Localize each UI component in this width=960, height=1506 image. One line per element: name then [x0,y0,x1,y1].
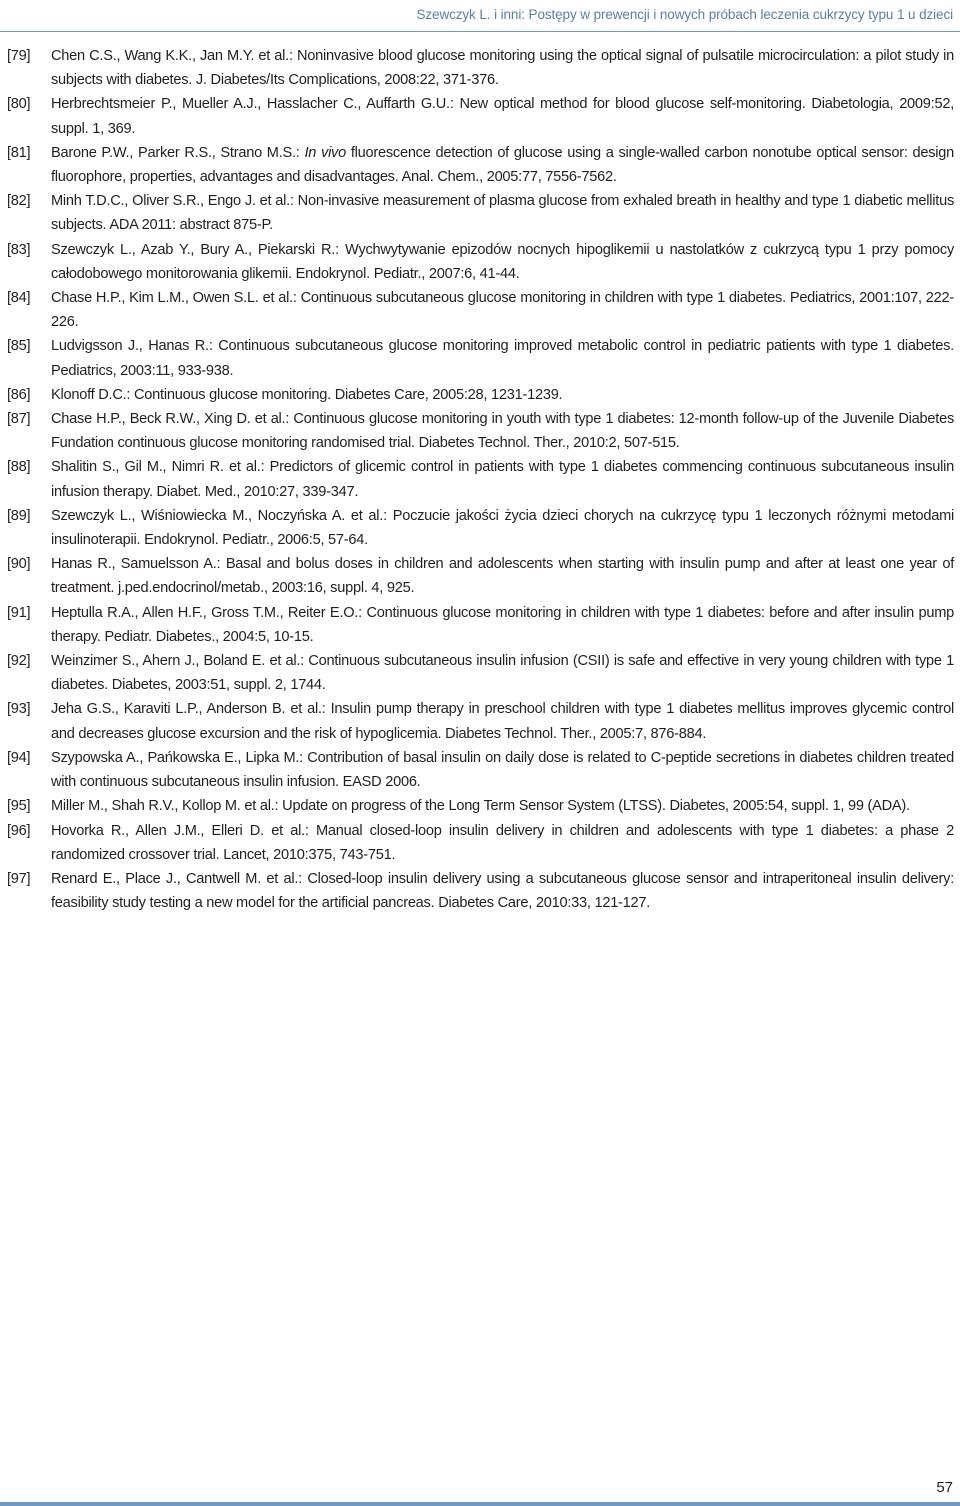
reference-text: Minh T.D.C., Oliver S.R., Engo J. et al.: Non-invasive measurement of plasma glucose from exhaled breath in healthy and type 1 diabetic mellitus subjects. ADA 2011: abstract 875-P. [51,193,954,234]
reference-item [0,504,960,552]
reference-text [51,145,954,185]
reference-number: [87] [7,411,31,428]
reference-number: [92] [7,653,31,670]
reference-number: [81] [7,144,31,161]
reference-item [0,746,960,794]
reference-number: [97] [7,870,31,887]
reference-number: [84] [7,290,31,307]
reference-item [0,601,960,649]
reference-text: Klonoff D.C.: Continuous glucose monitoring. Diabetes Care, 2005:28, 1231-1239. [51,386,563,403]
reference-item [0,552,960,600]
reference-text: Herbrechtsmeier P., Mueller A.J., Hasslacher C., Auffarth G.U.: New optical method for blood glucose self-monitoring. Diabetologia, 2009:52, suppl. 1, 369. [51,96,954,137]
reference-text: Szewczyk L., Wiśniowiecka M., Noczyńska A. et al.: Poczucie jakości życia dzieci chorych na cukrzycę typu 1 leczonych różnymi metodami insulinoterapii. Endokrynol. Pediatr., 2006:5, 57-64. [51,507,954,549]
reference-number: [88] [7,459,31,476]
reference-number: [95] [7,798,31,815]
reference-number: [96] [7,822,31,839]
reference-list [0,44,960,915]
reference-text: Miller M., Shah R.V., Kollop M. et al.: Update on progress of the Long Term Sensor System (LTSS). Diabetes, 2005:54, suppl. 1, 99 (ADA). [51,798,910,815]
reference-text: Szypowska A., Pańkowska E., Lipka M.: Contribution of basal insulin on daily dose is related to C-peptide secretions in diabetes children treated with continuous subcutaneous insulin infusion. EASD 2006. [51,749,954,791]
reference-item [0,383,960,407]
reference-number: [80] [7,96,31,113]
reference-item [0,189,960,237]
reference-text-italic: In vivo [304,144,346,161]
reference-text: Szewczyk L., Azab Y., Bury A., Piekarski R.: Wychwytywanie epizodów nocnych hipoglikemii u nastolatków z cukrzycą typu 1 przy pomocy całodobowego monitorowania glikemii. Endokrynol. Pediatr., 2007:6, 41-44. [51,241,954,282]
reference-item [0,334,960,382]
reference-text-rest: fluorescence detection of glucose using a single-walled carbon nonotube optical sensor: design fluorophore, properties, advantages and disadvantages. Anal. Chem., 2005:77, 7556-7562. [51,144,955,186]
reference-item [0,697,960,745]
reference-number: [83] [7,241,31,258]
reference-number: [91] [7,604,31,621]
reference-text: Jeha G.S., Karaviti L.P., Anderson B. et al.: Insulin pump therapy in preschool children with type 1 diabetes mellitus improves glycemic control and decreases glucose excursion and the risk of hypoglicemia. Diabetes Technol. Ther., 2005:7, 876-884. [51,701,954,742]
reference-number: [82] [7,193,31,210]
reference-text: Heptulla R.A., Allen H.F., Gross T.M., Reiter E.O.: Continuous glucose monitoring in children with type 1 diabetes: before and after insulin pump therapy. Pediatr. Diabetes., 2004:5, 10-15. [51,604,954,645]
reference-number: [89] [7,507,31,524]
reference-item [0,819,960,867]
reference-item [0,141,960,189]
reference-text: Shalitin S., Gil M., Nimri R. et al.: Predictors of glicemic control in patients with type 1 diabetes commencing continuous subcutaneous insulin infusion therapy. Diabet. Med., 2010:27, 339-347. [51,459,954,500]
reference-text: Weinzimer S., Ahern J., Boland E. et al.: Continuous subcutaneous insulin infusion (CSII) is safe and effective in very young children with type 1 diabetes. Diabetes, 2003:51, suppl. 2, 1744. [51,653,954,694]
reference-number: [93] [7,701,31,718]
reference-item [0,286,960,334]
reference-number: [79] [7,48,31,64]
reference-text: Chen C.S., Wang K.K., Jan M.Y. et al.: Noninvasive blood glucose monitoring using the optical signal of pulsatile microcirculation: a pilot study in subjects with diabetes. J. Diabetes/Its Complications, 2008:22, 371-376. [51,48,954,89]
page-number: 57 [936,1479,953,1496]
reference-text: Hanas R., Samuelsson A.: Basal and bolus doses in children and adolescents when starting with insulin pump and after at least one year of treatment. j.ped.endocrinol/metab., 2003:16, suppl. 4, 925. [51,556,954,597]
reference-item [0,92,960,140]
reference-text: Hovorka R., Allen J.M., Elleri D. et al.: Manual closed-loop insulin delivery in children and adolescents with type 1 diabetes: a phase 2 randomized crossover trial. Lancet, 2010:375, 743-751. [51,822,954,863]
reference-item [0,407,960,455]
footer-rule [0,1502,960,1506]
reference-item [0,649,960,697]
reference-text-lead: Barone P.W., Parker R.S., Strano M.S.: [51,144,305,161]
reference-item [0,238,960,286]
reference-number: [85] [7,338,31,355]
page-header [0,0,960,31]
reference-text: Ludvigsson J., Hanas R.: Continuous subcutaneous glucose monitoring improved metabolic control in pediatric patients with type 1 diabetes. Pediatrics, 2003:11, 933-938. [51,338,954,379]
reference-text: Chase H.P., Beck R.W., Xing D. et al.: Continuous glucose monitoring in youth with type 1 diabetes: 12-month follow-up of the Juvenile Diabetes Fundation continuous glucose monitoring randomised trial. Diabetes Technol. Ther., 2010:2, 507-515. [51,411,954,452]
reference-item [0,44,960,92]
reference-number: [86] [7,386,31,403]
reference-number: [94] [7,749,31,766]
reference-number: [90] [7,556,31,573]
reference-text: Renard E., Place J., Cantwell M. et al.: Closed-loop insulin delivery using a subcutaneous glucose sensor and intraperitoneal insulin delivery: feasibility study testing a new model for the artificial pancreas. Diabetes Care, 2010:33, 121-127. [51,870,954,912]
running-title: Szewczyk L. i inni: Postępy w prewencji i nowych próbach leczenia cukrzycy typu 1 u dzieci [416,7,953,22]
reference-item [0,455,960,503]
reference-item [0,794,960,818]
header-rule [0,31,960,32]
reference-text: Chase H.P., Kim L.M., Owen S.L. et al.: Continuous subcutaneous glucose monitoring in children with type 1 diabetes. Pediatrics, 2001:107, 222-226. [51,290,954,331]
reference-item [0,867,960,915]
